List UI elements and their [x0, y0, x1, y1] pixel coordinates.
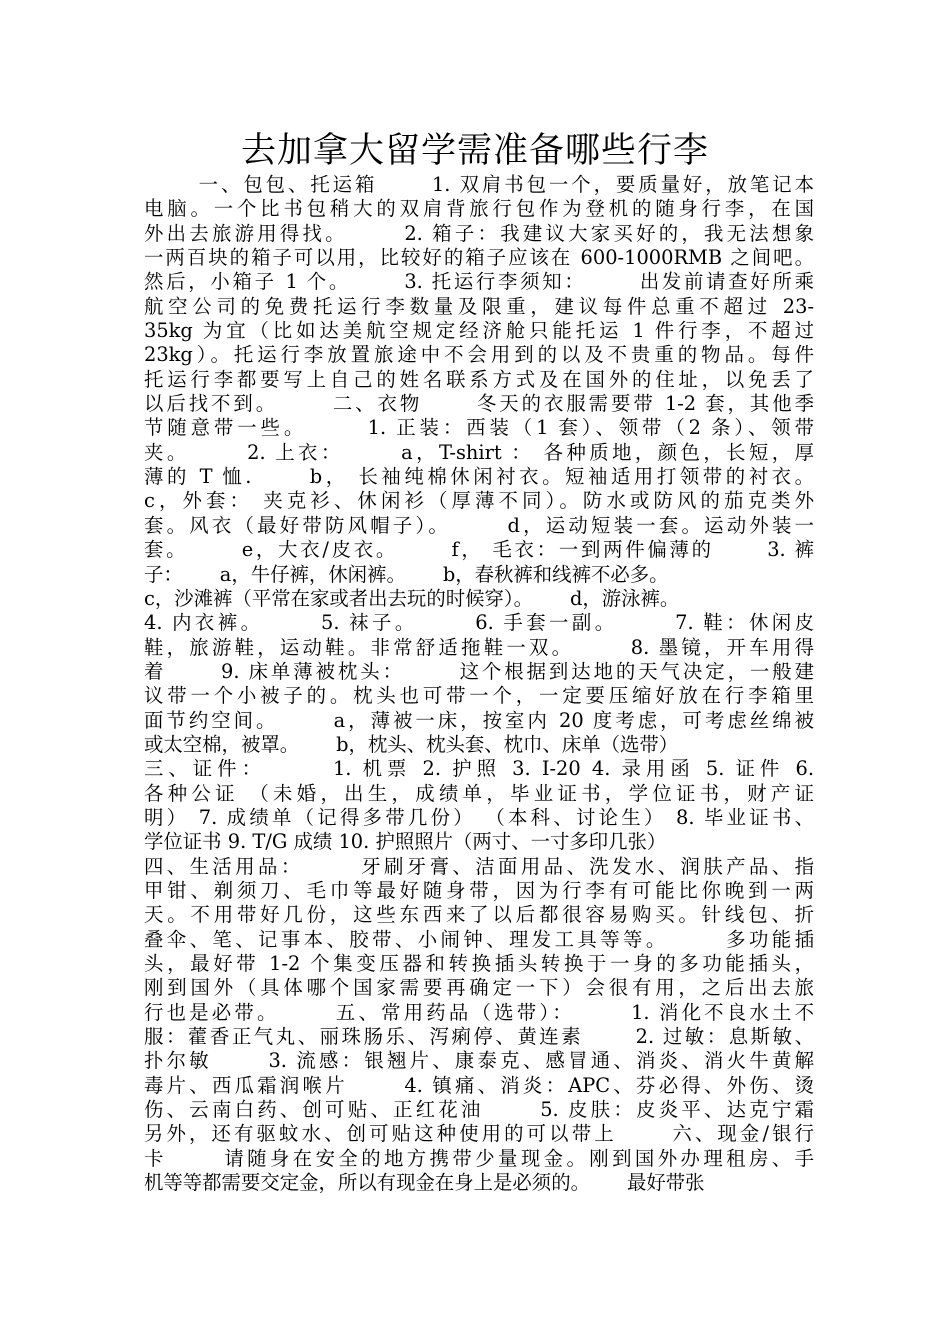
paragraph-line: 外出去旅游用得找。 2. 箱子：我建议大家买好的，我无法想象 — [144, 221, 814, 245]
paragraph-line: 节随意带一些。 1. 正装：西装（1 套）、领带（2 条）、领带 — [144, 416, 814, 440]
paragraph-line: 天。不用带好几份，这些东西来了以后都很容易购买。针线包、折 — [144, 903, 814, 927]
paragraph-line: 机等等都需要交定金，所以有现金在身上是必须的。 最好带张 — [144, 1171, 705, 1195]
paragraph-line: 电脑。一个比书包稍大的双肩背旅行包作为登机的随身行李，在国 — [144, 197, 814, 221]
paragraph-line: 叠伞、笔、记事本、胶带、小闹钟、理发工具等等。 多功能插 — [144, 927, 814, 951]
paragraph-line: 刚到国外（具体哪个国家需要再确定一下）会很有用，之后出去旅 — [144, 976, 814, 1000]
paragraph-line: 套。风衣（最好带防风帽子）。 d，运动短装一套。运动外装一 — [144, 513, 814, 537]
paragraph-line: 伤、云南白药、创可贴、正红花油 5. 皮肤：皮炎平、达克宁霜 — [144, 1098, 814, 1122]
paragraph-line: 35kg 为宜（比如达美航空规定经济舱只能托运 1 件行李，不超过 — [144, 319, 814, 343]
paragraph-line: 23kg）。托运行李放置旅途中不会用到的以及不贵重的物品。每件 — [144, 343, 814, 367]
paragraph-line: 行也是必带。 五、常用药品（选带）： 1. 消化不良水土不 — [144, 1000, 814, 1024]
paragraph-line: 鞋，旅游鞋，运动鞋。非常舒适拖鞋一双。 8. 墨镜，开车用得 — [144, 635, 814, 659]
paragraph-line: 一两百块的箱子可以用，比较好的箱子应该在 600-1000RMB 之间吧。 — [144, 246, 814, 270]
paragraph-line: 航空公司的免费托运行李数量及限重，建议每件总重不超过 23- — [144, 294, 814, 318]
document-body — [144, 173, 814, 1195]
paragraph-line: 或太空棉，被罩。 b，枕头、枕头套、枕巾、床单（选带） — [144, 732, 679, 756]
paragraph-line: 面节约空间。 a，薄被一床，按室内 20 度考虑，可考虑丝绵被 — [144, 708, 814, 732]
paragraph-line: 薄的 T 恤. b， 长袖纯棉休闲衬衣。短袖适用打领带的衬衣。 — [144, 465, 814, 489]
paragraph-line: c，外套： 夹克衫、休闲衫（厚薄不同）。防水或防风的茄克类外 — [144, 489, 814, 513]
paragraph-line: 扑尔敏 3. 流感：银翘片、康泰克、感冒通、消炎、消火牛黄解 — [144, 1049, 814, 1073]
paragraph-line: 四、生活用品： 牙刷牙膏、洁面用品、洗发水、润肤产品、指 — [144, 854, 814, 878]
paragraph-line: 子： a，牛仔裤，休闲裤。 b，春秋裤和线裤不必多。 — [144, 562, 669, 586]
paragraph-line: 着 9. 床单薄被枕头： 这个根据到达地的天气决定，一般建 — [144, 659, 814, 683]
paragraph-line: 各种公证 （未婚，出生，成绩单，毕业证书，学位证书，财产证 — [144, 781, 814, 805]
paragraph-line: c，沙滩裤（平常在家或者出去玩的时候穿）。 d，游泳裤。 — [144, 586, 680, 610]
paragraph-line: 4. 内衣裤。 5. 袜子。 6. 手套一副。 7. 鞋：休闲皮 — [144, 611, 814, 635]
paragraph-line: 学位证书 9. T/G 成绩 10. 护照照片（两寸、一寸多印几张） — [144, 830, 667, 854]
paragraph-line: 一、包包、托运箱 1. 双肩书包一个，要质量好，放笔记本 — [144, 173, 814, 196]
paragraph-line: 服：藿香正气丸、丽珠肠乐、泻痢停、黄连素 2. 过敏：息斯敏、 — [144, 1025, 814, 1049]
paragraph-line: 头，最好带 1-2 个集变压器和转换插头转换于一身的多功能插头， — [144, 952, 814, 975]
paragraph-line: 夹。 2. 上衣： a，T-shirt ： 各种质地，颜色，长短，厚 — [144, 440, 814, 464]
paragraph-line: 明） 7. 成绩单（记得多带几份） （本科、讨论生） 8. 毕业证书、 — [144, 805, 814, 829]
paragraph-line: 套。 e，大衣/皮衣。 f， 毛衣：一到两件偏薄的 3. 裤 — [144, 538, 814, 562]
paragraph-line: 三、证件： 1. 机票 2. 护照 3. I-20 4. 录用函 5. 证件 6. — [144, 757, 814, 781]
paragraph-line: 卡 请随身在安全的地方携带少量现金。刚到国外办理租房、手 — [144, 1146, 814, 1170]
paragraph-line: 毒片、西瓜霜润喉片 4. 镇痛、消炎：APC、芬必得、外伤、烫 — [144, 1073, 814, 1097]
paragraph-line: 以后找不到。 二、衣物 冬天的衣服需要带 1-2 套，其他季 — [144, 392, 814, 416]
document-title: 去加拿大留学需准备哪些行李 — [240, 131, 709, 171]
paragraph-line: 议带一个小被子的。枕头也可带一个，一定要压缩好放在行李箱里 — [144, 684, 814, 708]
paragraph-line: 然后，小箱子 1 个。 3. 托运行李须知： 出发前请查好所乘 — [144, 270, 814, 294]
paragraph-line: 甲钳、剃须刀、毛巾等最好随身带，因为行李有可能比你晚到一两 — [144, 878, 814, 902]
paragraph-line: 另外，还有驱蚊水、创可贴这种使用的可以带上 六、现金/银行 — [144, 1122, 814, 1146]
paragraph-line: 托运行李都要写上自己的姓名联系方式及在国外的住址，以免丢了 — [144, 367, 814, 391]
